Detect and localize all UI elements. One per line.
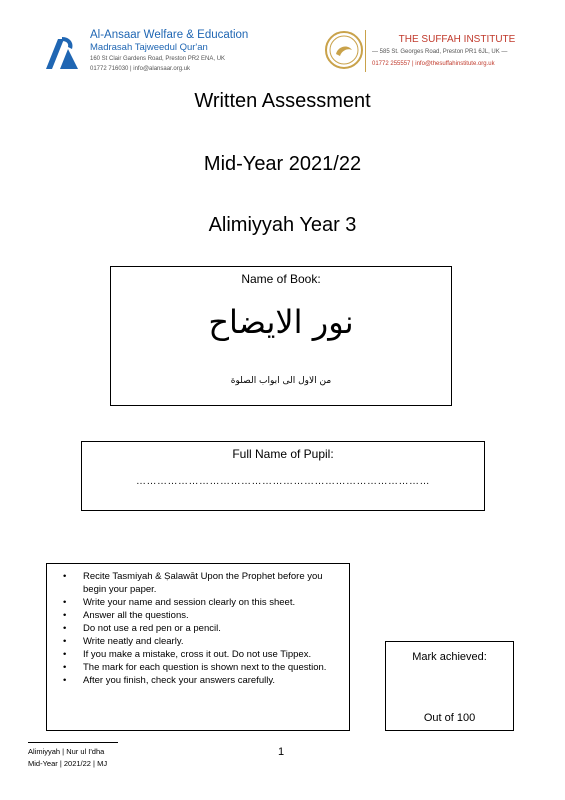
suffah-logo [324,30,364,70]
org-right-contact: 01772 255557 | info@thesuffahinstitute.org.uk [372,61,495,67]
book-arabic-title: نور الايضاح [208,303,354,341]
pupil-name-line[interactable]: ………………………………………………………………………… [136,476,430,487]
instruction-item: • Answer all the questions. [63,610,189,621]
book-arabic-subtitle: من الاول الى ابواب الصلوة [230,376,332,386]
instruction-item: • The mark for each question is shown next to the question. [63,662,327,673]
bullet-icon: • [63,636,67,647]
assessment-title: Written Assessment [194,90,371,112]
instructions-list [53,570,343,687]
al-ansaar-logo [44,35,80,71]
org-left-contact: 01772 716030 | info@alansaar.org.uk [90,66,191,72]
instructions-box [46,563,350,731]
instruction-item: • Do not use a red pen or a pencil. [63,623,221,634]
org-right-name: THE SUFFAH INSTITUTE [398,34,516,45]
page-number: 1 [278,746,285,758]
bullet-icon: • [63,571,67,582]
book-name-box [110,266,452,406]
org-right-address: — 585 St. Georges Road, Preston PR1 6JL, UK — [372,49,508,55]
footer-divider [28,742,118,743]
org-right-block [372,33,542,70]
instruction-item: • Write your name and session clearly on this sheet. [63,597,296,608]
bullet-icon: • [63,597,67,608]
bullet-icon: • [63,649,67,660]
instruction-item: • After you finish, check your answers carefully. [63,675,276,686]
header-divider [365,30,366,72]
footer-line-2: Mid-Year | 2021/22 | MJ [28,759,108,768]
org-left-block [90,29,290,74]
bullet-icon: • [63,610,67,621]
instruction-item: • Recite Tasmiyah & Ṣalawāt Upon the Prophet before you begin your paper. [63,571,323,595]
org-left-address: 160 St Clair Gardens Road, Preston PR2 ENA, UK [90,56,226,62]
footer-line-1: Alimiyyah | Nur ul I'dha [28,747,105,756]
footer-info [28,746,107,770]
bullet-icon: • [63,675,67,686]
bullet-icon: • [63,623,67,634]
pupil-name-box[interactable] [81,441,485,511]
instruction-item: • If you make a mistake, cross it out. Do not use Tippex. [63,649,312,660]
mark-achieved-label: Mark achieved: [412,651,487,663]
org-left-name: Al-Ansaar Welfare & Education [90,29,249,41]
mark-box [385,641,514,731]
pupil-name-label: Full Name of Pupil: [232,447,334,461]
book-name-label: Name of Book: [241,272,321,286]
instruction-item: • Write neatly and clearly. [63,636,184,647]
mark-out-of: Out of 100 [423,712,476,724]
org-left-sub: Madrasah Tajweedul Qur'an [90,42,208,53]
bullet-icon: • [63,662,67,673]
assessment-period: Mid-Year 2021/22 [203,153,362,175]
assessment-class: Alimiyyah Year 3 [208,214,357,236]
